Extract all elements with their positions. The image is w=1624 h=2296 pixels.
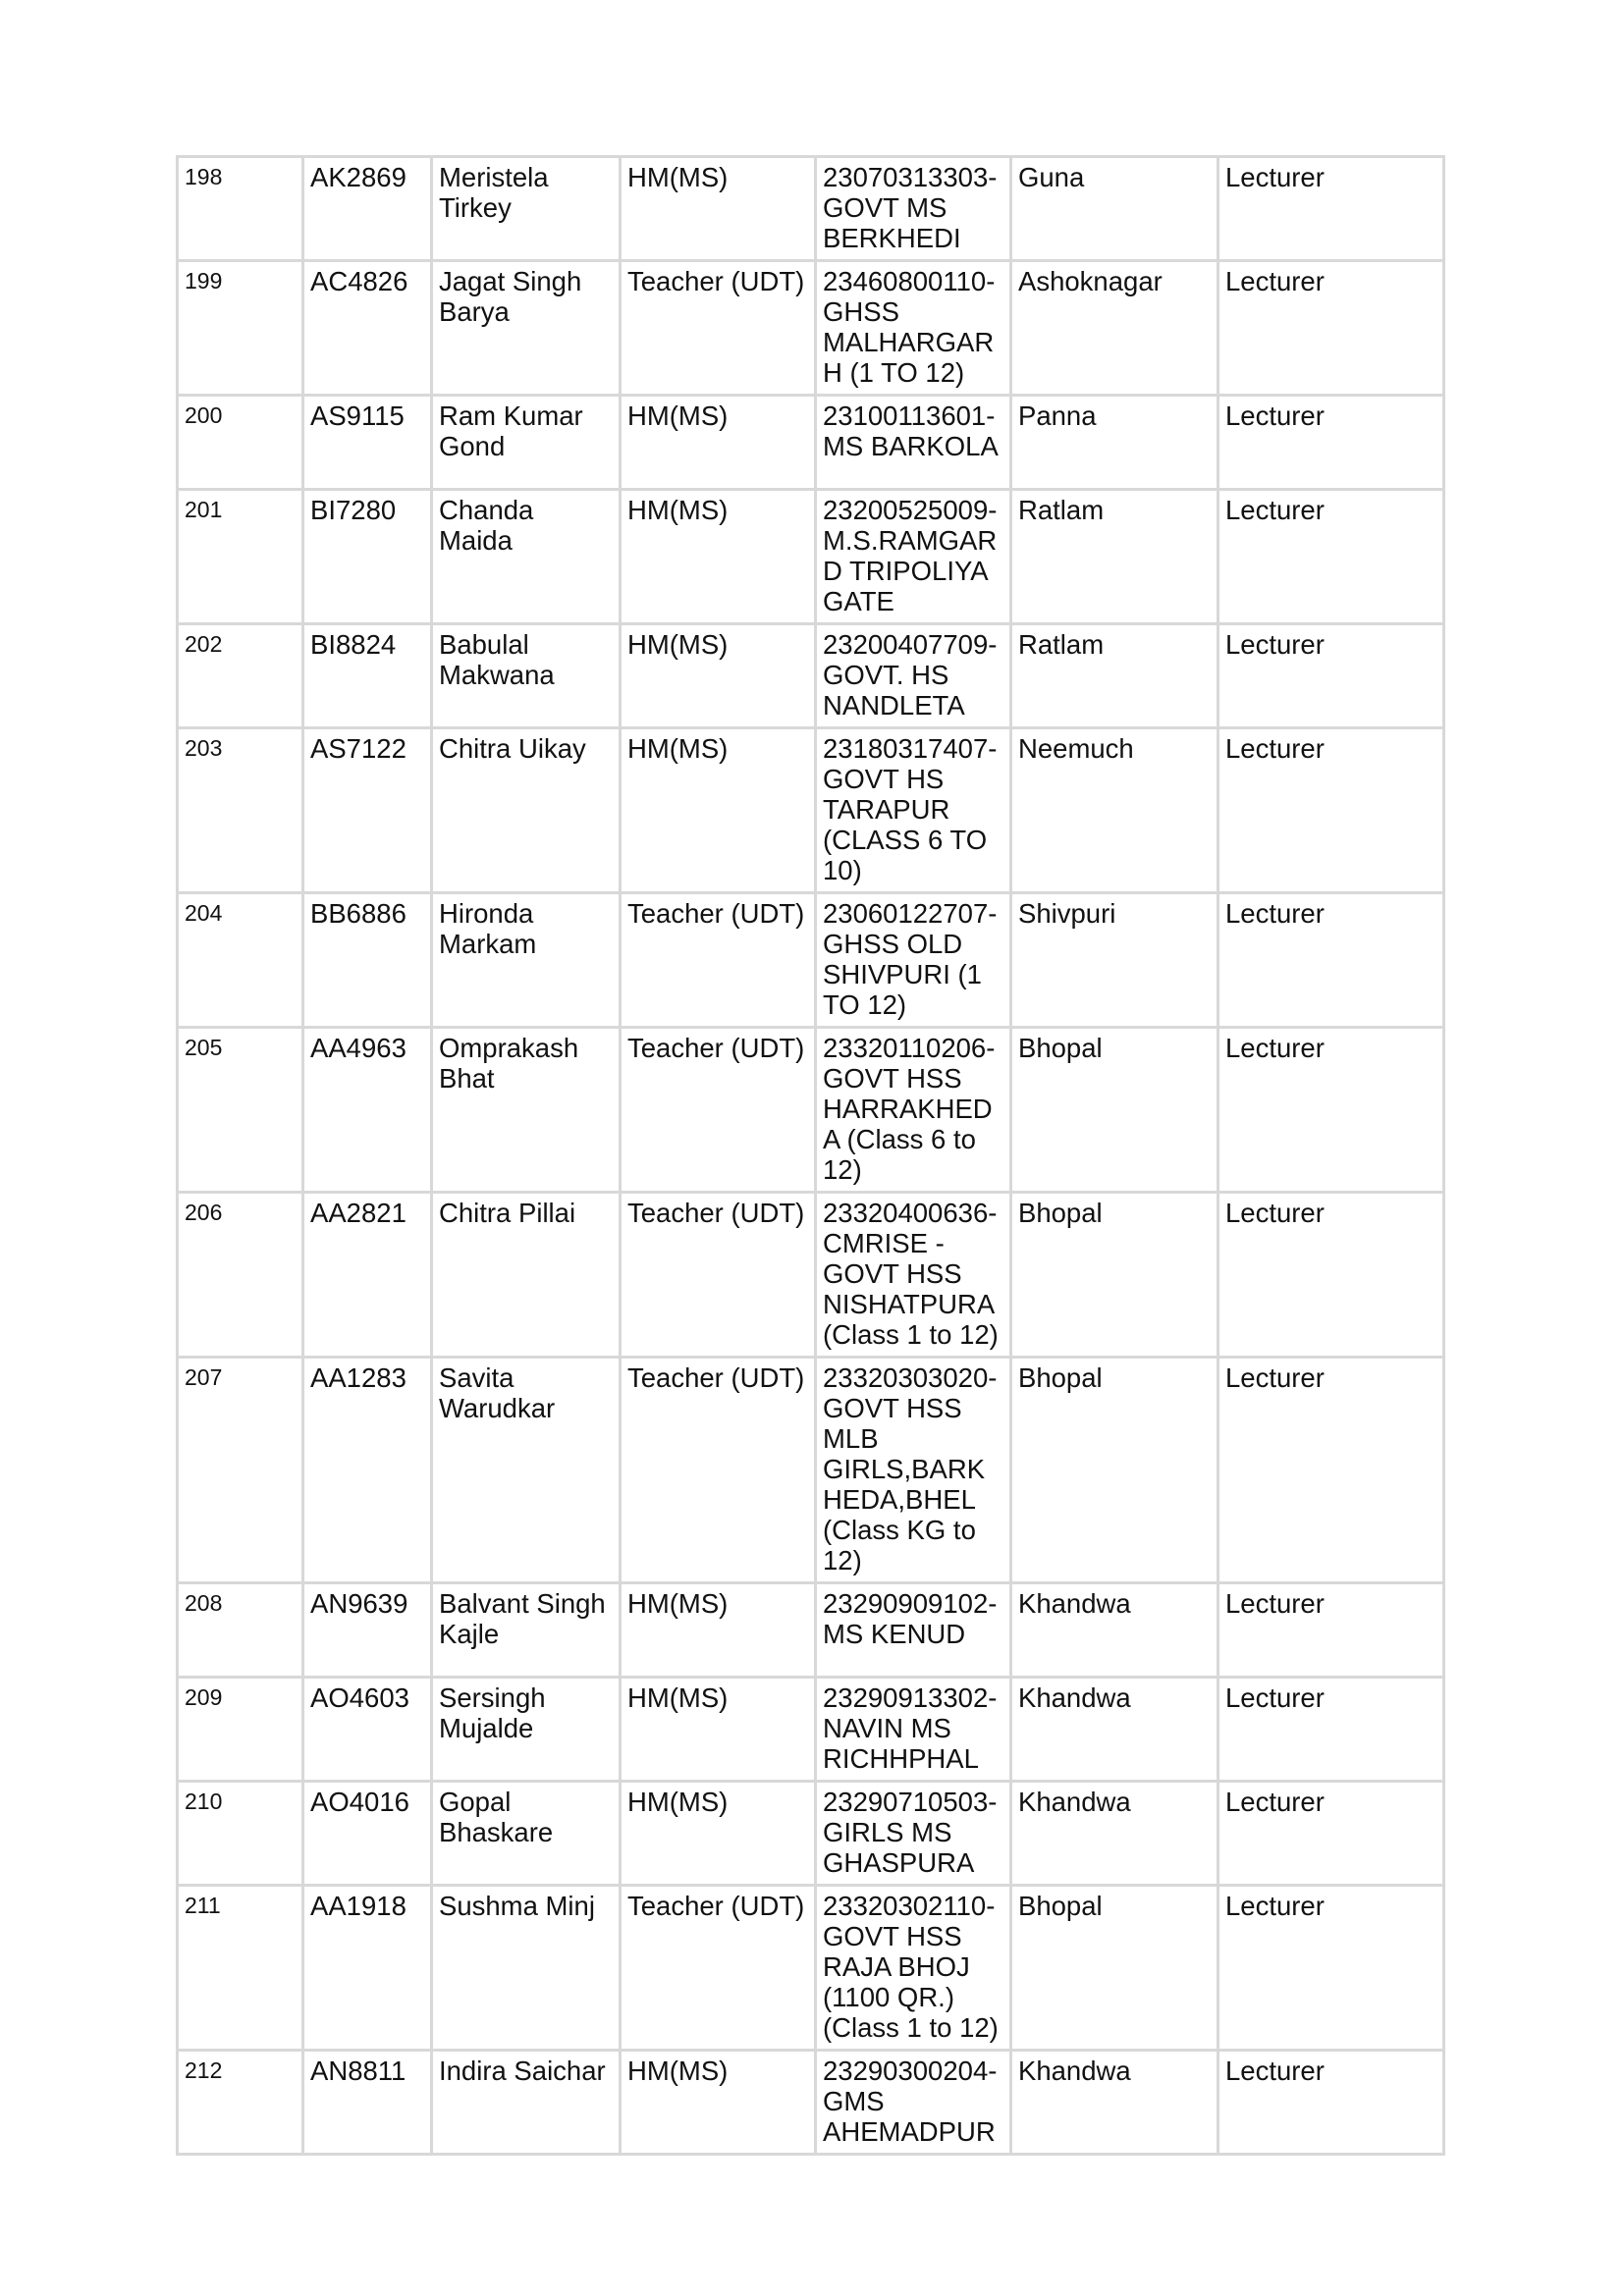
table-row: [178, 624, 1444, 728]
table-body: [178, 157, 1444, 2155]
name-cell: Hironda Markam: [432, 893, 621, 1028]
employee-code-cell: AK2869: [303, 157, 432, 261]
school-cell: 23320302110- GOVT HSS RAJA BHOJ (1100 QR.) (Class 1 to 12): [816, 1886, 1011, 2051]
district-cell: Bhopal: [1011, 1886, 1218, 2051]
table-row: [178, 1028, 1444, 1193]
post-cell: Lecturer: [1218, 1782, 1444, 1886]
employee-code-cell: AA1283: [303, 1358, 432, 1583]
name-cell: Indira Saichar: [432, 2051, 621, 2155]
employee-code-cell: AO4016: [303, 1782, 432, 1886]
employee-code-cell: AO4603: [303, 1678, 432, 1782]
post-cell: Lecturer: [1218, 1886, 1444, 2051]
table-row: [178, 1583, 1444, 1678]
post-cell: Lecturer: [1218, 261, 1444, 396]
table-row: [178, 893, 1444, 1028]
post-cell: Lecturer: [1218, 728, 1444, 893]
district-cell: Bhopal: [1011, 1193, 1218, 1358]
name-cell: Chitra Uikay: [432, 728, 621, 893]
name-cell: Meristela Tirkey: [432, 157, 621, 261]
serial-number-cell: 205: [178, 1028, 303, 1193]
school-cell: 23180317407- GOVT HS TARAPUR (CLASS 6 TO 10): [816, 728, 1011, 893]
serial-number-cell: 211: [178, 1886, 303, 2051]
serial-number-cell: 209: [178, 1678, 303, 1782]
post-cell: Lecturer: [1218, 1028, 1444, 1193]
school-cell: 23460800110- GHSS MALHARGAR H (1 TO 12): [816, 261, 1011, 396]
district-cell: Khandwa: [1011, 1583, 1218, 1678]
table-row: [178, 157, 1444, 261]
employee-code-cell: BB6886: [303, 893, 432, 1028]
name-cell: Sersingh Mujalde: [432, 1678, 621, 1782]
school-cell: 23070313303- GOVT MS BERKHEDI: [816, 157, 1011, 261]
school-cell: 23060122707- GHSS OLD SHIVPURI (1 TO 12): [816, 893, 1011, 1028]
serial-number-cell: 202: [178, 624, 303, 728]
name-cell: Babulal Makwana: [432, 624, 621, 728]
serial-number-cell: 203: [178, 728, 303, 893]
school-cell: 23200407709- GOVT. HS NANDLETA: [816, 624, 1011, 728]
designation-cell: Teacher (UDT): [621, 1193, 816, 1358]
school-cell: 23290300204- GMS AHEMADPUR: [816, 2051, 1011, 2155]
district-cell: Panna: [1011, 396, 1218, 490]
designation-cell: Teacher (UDT): [621, 893, 816, 1028]
post-cell: Lecturer: [1218, 1678, 1444, 1782]
district-cell: Ratlam: [1011, 490, 1218, 624]
post-cell: Lecturer: [1218, 1358, 1444, 1583]
post-cell: Lecturer: [1218, 396, 1444, 490]
district-cell: Shivpuri: [1011, 893, 1218, 1028]
name-cell: Balvant Singh Kajle: [432, 1583, 621, 1678]
school-cell: 23200525009- M.S.RAMGAR D TRIPOLIYA GATE: [816, 490, 1011, 624]
district-cell: Khandwa: [1011, 1678, 1218, 1782]
employee-code-cell: AN8811: [303, 2051, 432, 2155]
name-cell: Gopal Bhaskare: [432, 1782, 621, 1886]
post-cell: Lecturer: [1218, 1193, 1444, 1358]
table-row: [178, 2051, 1444, 2155]
table-row: [178, 1782, 1444, 1886]
serial-number-cell: 212: [178, 2051, 303, 2155]
post-cell: Lecturer: [1218, 490, 1444, 624]
district-cell: Khandwa: [1011, 1782, 1218, 1886]
designation-cell: Teacher (UDT): [621, 1028, 816, 1193]
designation-cell: HM(MS): [621, 396, 816, 490]
serial-number-cell: 200: [178, 396, 303, 490]
serial-number-cell: 206: [178, 1193, 303, 1358]
serial-number-cell: 208: [178, 1583, 303, 1678]
school-cell: 23320110206- GOVT HSS HARRAKHED A (Class 6 to 12): [816, 1028, 1011, 1193]
designation-cell: Teacher (UDT): [621, 1886, 816, 2051]
employee-code-cell: BI7280: [303, 490, 432, 624]
table-row: [178, 1886, 1444, 2051]
district-cell: Bhopal: [1011, 1358, 1218, 1583]
school-cell: 23290913302- NAVIN MS RICHHPHAL: [816, 1678, 1011, 1782]
serial-number-cell: 199: [178, 261, 303, 396]
serial-number-cell: 201: [178, 490, 303, 624]
serial-number-cell: 210: [178, 1782, 303, 1886]
lecturer-list-table: [176, 155, 1445, 2156]
employee-code-cell: AS7122: [303, 728, 432, 893]
table-row: [178, 396, 1444, 490]
employee-code-cell: AA2821: [303, 1193, 432, 1358]
district-cell: Ratlam: [1011, 624, 1218, 728]
name-cell: Omprakash Bhat: [432, 1028, 621, 1193]
designation-cell: HM(MS): [621, 624, 816, 728]
district-cell: Bhopal: [1011, 1028, 1218, 1193]
name-cell: Chitra Pillai: [432, 1193, 621, 1358]
school-cell: 23290710503- GIRLS MS GHASPURA: [816, 1782, 1011, 1886]
designation-cell: HM(MS): [621, 1678, 816, 1782]
school-cell: 23100113601- MS BARKOLA: [816, 396, 1011, 490]
serial-number-cell: 198: [178, 157, 303, 261]
school-cell: 23290909102- MS KENUD: [816, 1583, 1011, 1678]
serial-number-cell: 204: [178, 893, 303, 1028]
designation-cell: HM(MS): [621, 490, 816, 624]
post-cell: Lecturer: [1218, 157, 1444, 261]
employee-code-cell: AS9115: [303, 396, 432, 490]
employee-code-cell: AA4963: [303, 1028, 432, 1193]
district-cell: Khandwa: [1011, 2051, 1218, 2155]
designation-cell: HM(MS): [621, 157, 816, 261]
serial-number-cell: 207: [178, 1358, 303, 1583]
employee-code-cell: BI8824: [303, 624, 432, 728]
employee-code-cell: AC4826: [303, 261, 432, 396]
name-cell: Chanda Maida: [432, 490, 621, 624]
designation-cell: HM(MS): [621, 728, 816, 893]
employee-code-cell: AA1918: [303, 1886, 432, 2051]
designation-cell: HM(MS): [621, 1782, 816, 1886]
designation-cell: Teacher (UDT): [621, 1358, 816, 1583]
name-cell: Jagat Singh Barya: [432, 261, 621, 396]
name-cell: Ram Kumar Gond: [432, 396, 621, 490]
designation-cell: HM(MS): [621, 2051, 816, 2155]
post-cell: Lecturer: [1218, 893, 1444, 1028]
school-cell: 23320400636- CMRISE - GOVT HSS NISHATPURA (Class 1 to 12): [816, 1193, 1011, 1358]
table-row: [178, 1678, 1444, 1782]
name-cell: Sushma Minj: [432, 1886, 621, 2051]
post-cell: Lecturer: [1218, 1583, 1444, 1678]
table-row: [178, 261, 1444, 396]
table-row: [178, 1358, 1444, 1583]
district-cell: Neemuch: [1011, 728, 1218, 893]
designation-cell: HM(MS): [621, 1583, 816, 1678]
school-cell: 23320303020- GOVT HSS MLB GIRLS,BARK HEDA,BHEL (Class KG to 12): [816, 1358, 1011, 1583]
district-cell: Ashoknagar: [1011, 261, 1218, 396]
designation-cell: Teacher (UDT): [621, 261, 816, 396]
post-cell: Lecturer: [1218, 624, 1444, 728]
district-cell: Guna: [1011, 157, 1218, 261]
name-cell: Savita Warudkar: [432, 1358, 621, 1583]
employee-code-cell: AN9639: [303, 1583, 432, 1678]
table-row: [178, 490, 1444, 624]
post-cell: Lecturer: [1218, 2051, 1444, 2155]
table-row: [178, 728, 1444, 893]
table-row: [178, 1193, 1444, 1358]
